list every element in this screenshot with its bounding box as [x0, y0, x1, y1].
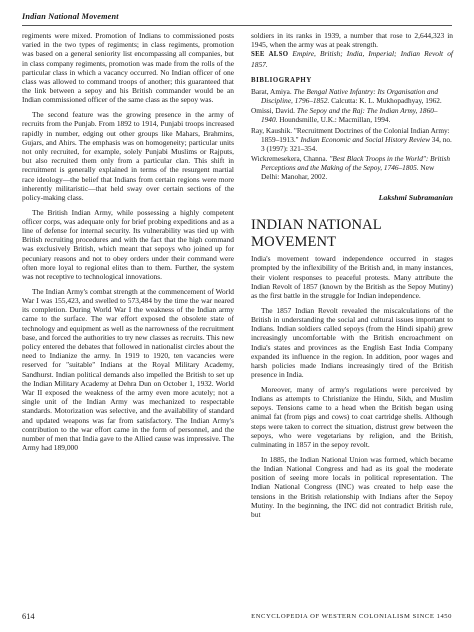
right-continuation: soldiers in its ranks in 1939, a number that rose to 2,644,323 in 1945, when the army was at peak strength. [251, 31, 453, 50]
see-also-label: SEE ALSO [251, 51, 289, 59]
left-paragraph-4: The Indian Army's combat strength at the commencement of World War I was 155,423, and swelled to 573,484 by the time the war neared its completion. During World War I the weakness of the Indian army came to the surface. The war effort exposed the obsolete state of technology and equipment as well as the narrowness of the recruitment base, and forced the authorities to try new classes as recruits. This new policy entered the debates that followed in nationalist circles about the need to Indianize the army. In 1919 to 1920, ten vacancies were reserved for "suitable" Indians at the Royal Military Academy, Sandhurst. Indian political demands also impelled the British to set up the Indian Military Academy at Dehra Dun on October 1, 1932. World War II exposed the weakness of the army even more acutely; not a single unit of the Indian Army was mechanized to respectable standards. Motorization was selective, and the availability of standard and updated weapons was far from satisfactory. The Indian Army's contribution to the war effort came in the form of personnel, and the number of men that India gave to the Allied cause was impressive. The Army had 189,000 [22, 286, 234, 453]
bibliography-entry [251, 106, 453, 124]
bib-title: Indian Economic and Social History Review [300, 134, 430, 144]
bibliography-heading: BIBLIOGRAPHY [251, 76, 312, 84]
bibliography-entry [251, 154, 453, 181]
left-paragraph-2: The second feature was the growing presence in the army of recruits from the Punjab. From 1892 to 1914, Punjabi troops increased rapidly in number, edging out other groups like Mahars, Brahmins, Gujars, and Ahirs. The emphasis was on homogeneity; particular units not only recruited, for example, solely Punjabi Muslims or Rajputs, but also recruited them only from a particular clan. This shift in recruitment is generally explained in terms of the resurgent martial race ideology—the belief that Indians from certain regions were more inherently militaristic—that held sway over certain sections of the policy-making class. [22, 110, 234, 202]
running-head: Indian National Movement [22, 12, 119, 21]
see-also-links: Empire, British; India, Imperial; Indian Revolt of 1857. [251, 49, 453, 69]
page-number: 614 [22, 612, 35, 621]
left-column [22, 31, 234, 452]
right-column [251, 31, 453, 519]
bibliography-entry [251, 126, 453, 153]
bibliography-entry [251, 87, 453, 105]
bib-author: Wickremesekera, Channa. [251, 154, 330, 164]
section-title: INDIAN NATIONAL MOVEMENT [251, 217, 382, 251]
section-paragraph-3: Moreover, many of army's regulations were perceived by Indians as attempts to Christianize the Hindu, Sikh, and Muslim sepoys. Tensions came to a head when the British began using animal fat (from pigs and cows) to coat cartridge shells. Although steps were taken to correct the situation, distrust grew between the sepoys, who were vegetarians by religion, and the British, culminating in 1857 in the sepoy revolt. [251, 384, 453, 450]
header-rule [22, 25, 452, 26]
bib-title: The Bengal Native Infantry: Its Organisation and Discipline, 1796–1852. [261, 86, 439, 105]
bib-author: Omissi, David. [251, 106, 297, 116]
bib-publication: New Delhi: Manohar, 2002. [261, 163, 435, 182]
bib-author: Ray, Kaushik. "Recruitment Doctrines of the Colonial Indian Army: 1859–1913." [251, 125, 450, 144]
left-paragraph-1: regiments were mixed. Promotion of Indians to commissioned posts varied in the two types of regiments; in class regiments, promotion was based on a general seniority list encompassing all companies, but in class company regiments, promotion was made from the rolls of the particular class in which a vacancy occurred. No Indian officer of one class was allowed to command troops of another; this guaranteed that the link between a sepoy and his British commander would be an Indian commissioned officer of the same class as the sepoy was. [22, 31, 234, 105]
article-author: Lakshmi Subramanian [378, 193, 453, 203]
section-paragraph-2: The 1857 Indian Revolt revealed the miscalculations of the British in understanding the social and cultural issues important to Indians. Indian soldiers called sepoys (from the Hindi sipahi) grew increasingly uncomfortable with the British encroachment on India's states and provinces as the English East India Company expanded its influence in the region. In addition, poor wages and harsh policies made Indians increasingly tired of the British presence in India. [251, 305, 453, 380]
left-paragraph-3: The British Indian Army, while possessing a highly competent officer corps, was adequate only for brief probing expeditions and as a line of defense for internal security. Its vulnerability was tied up with British recruiting procedures and with the fact that the high command was exclusively British, which meant that sepoys who joined up for pecuniary reasons and not to obey orders under their command were often more loyal to regional elites than to them. Further, the system was not receptive to technological innovations. [22, 207, 234, 282]
bib-publication: Calcutta: K. L. Mukhopadhyay, 1962. [329, 95, 442, 105]
bib-author: Barat, Amiya. [251, 86, 294, 96]
bib-title: The Sepoy and the Raj: The Indian Army, 1860–1940. [261, 106, 438, 125]
see-also [251, 49, 453, 68]
section-paragraph-1: India's movement toward independence occurred in stages prompted by the inflexibility of the British and, in many instances, their violent responses to peaceful protests. Many attribute the Indian Revolt of 1857 (known by the British as the Sepoy Mutiny) as the first battle in the struggle for Indian independence. [251, 254, 453, 301]
bib-publication: 34, no. 3 (1997): 321–354. [261, 134, 452, 153]
book-title: ENCYCLOPEDIA OF WESTERN COLONIALISM SINCE 1450 [251, 613, 452, 620]
section-body [251, 254, 453, 519]
bibliography-list [251, 87, 453, 182]
section-paragraph-4: In 1885, the Indian National Union was formed, which became the Indian National Congress and had as its goal the moderate position of seeing more locals in political representation. The Indian National Congress (INC) was created to help ease the tensions in the British relationship with Indians after the Sepoy Mutiny. In the beginning, the INC did not contradict British rule, but [251, 454, 453, 519]
bib-publication: Houndsmille, U.K.: Macmillan, 1994. [277, 115, 391, 125]
bib-title: "Best Black Troops in the World": British Perceptions and the Making of the Sepoy, 1746–1805. [261, 154, 451, 173]
